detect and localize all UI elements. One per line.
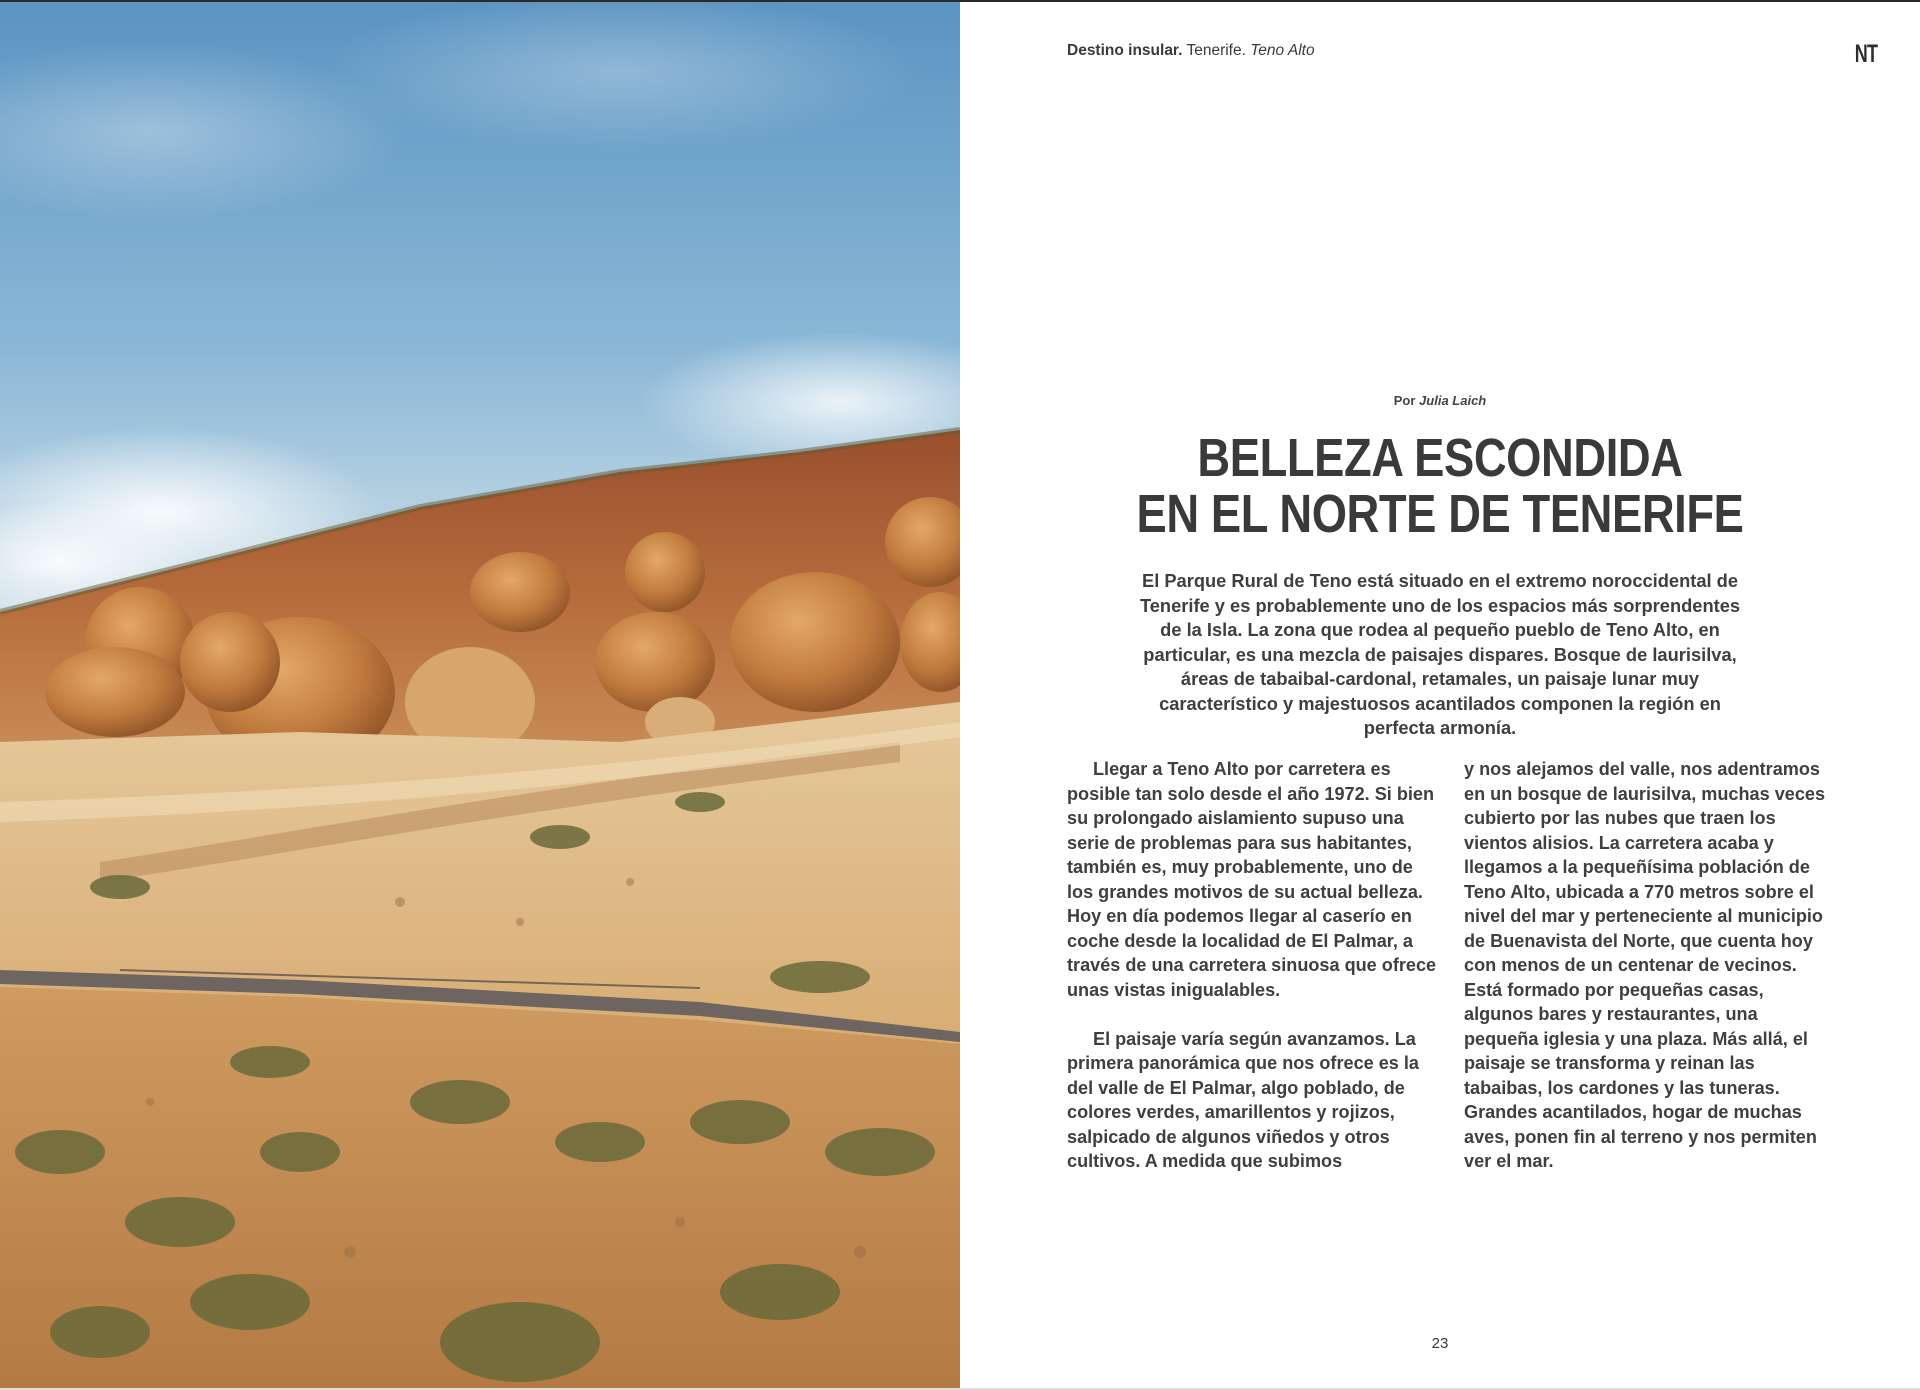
running-head-place: Tenerife.	[1186, 42, 1246, 59]
article-title-line-1: BELLEZA ESCONDIDA	[1197, 428, 1683, 488]
body-paragraph-3: y nos alejamos del valle, nos adentramos en un bosque de laurisilva, muchas veces cubierto por las nubes que traen los vientos alisios. La carretera acaba y llegamos a la pequeñísima población de Teno Alto, ubicada a 770 metros sobre el nivel del mar y perteneciente al municipio de Buenavista del Norte, que cuenta hoy con menos de un centenar de vecinos. Está formado por pequeñas casas, algunos bares y restaurantes, una pequeña iglesia y una plaza. Más allá, el paisaje se transforma y reinan las tabaibas, los cardones y las tuneras. Grandes acantilados, hogar de muchas aves, ponen fin al terreno y nos permiten ver el mar.	[1464, 759, 1826, 1171]
running-head-subplace: Teno Alto	[1250, 42, 1315, 59]
article-title-line-2: EN EL NORTE DE TENERIFE	[1136, 484, 1744, 544]
article-lede: El Parque Rural de Teno está situado en el extremo noroccidental de Tenerife y es probablemente uno de los espacios más sorprendentes de la Isla. La zona que rodea al pequeño pueblo de Teno Alto, en particular, es una mezcla de paisajes dispares. Bosque de laurisilva, áreas de tabaibal-cardonal, retamales, un paisaje lunar muy característico y majestuosos acantilados componen la región en perfecta armonía.	[1139, 570, 1741, 738]
byline-prefix: Por	[1393, 393, 1416, 408]
body-paragraph-2: El paisaje varía según avanzamos. La primera panorámica que nos ofrece es la del valle de El Palmar, algo poblado, de colores verdes, amarillentos y rojizos, salpicado de algunos viñedos y otros cultivos. A medida que subimos	[1067, 1028, 1419, 1171]
byline-author: Julia Laich	[1419, 393, 1487, 408]
article-body	[1067, 757, 1826, 1177]
magazine-logo: NT	[1854, 40, 1877, 68]
byline	[960, 393, 1920, 408]
landscape-photo	[0, 2, 960, 1388]
body-column-2	[1464, 757, 1836, 1174]
page-number: 23	[1431, 1335, 1449, 1352]
running-head	[1067, 42, 1315, 60]
body-column-1	[1067, 757, 1439, 1174]
running-head-section: Destino insular.	[1067, 42, 1183, 59]
body-paragraph-1: Llegar a Teno Alto por carretera es posible tan solo desde el año 1972. Si bien su prolongado aislamiento supuso una serie de problemas para sus habitantes, también es, muy probablemente, uno de los grandes motivos de su actual belleza. Hoy en día podemos llegar al caserío en coche desde la localidad de El Palmar, a través de una carretera sinuosa que ofrece unas vistas inigualables.	[1067, 759, 1437, 1000]
article-page	[960, 2, 1920, 1388]
article-title	[960, 430, 1920, 542]
